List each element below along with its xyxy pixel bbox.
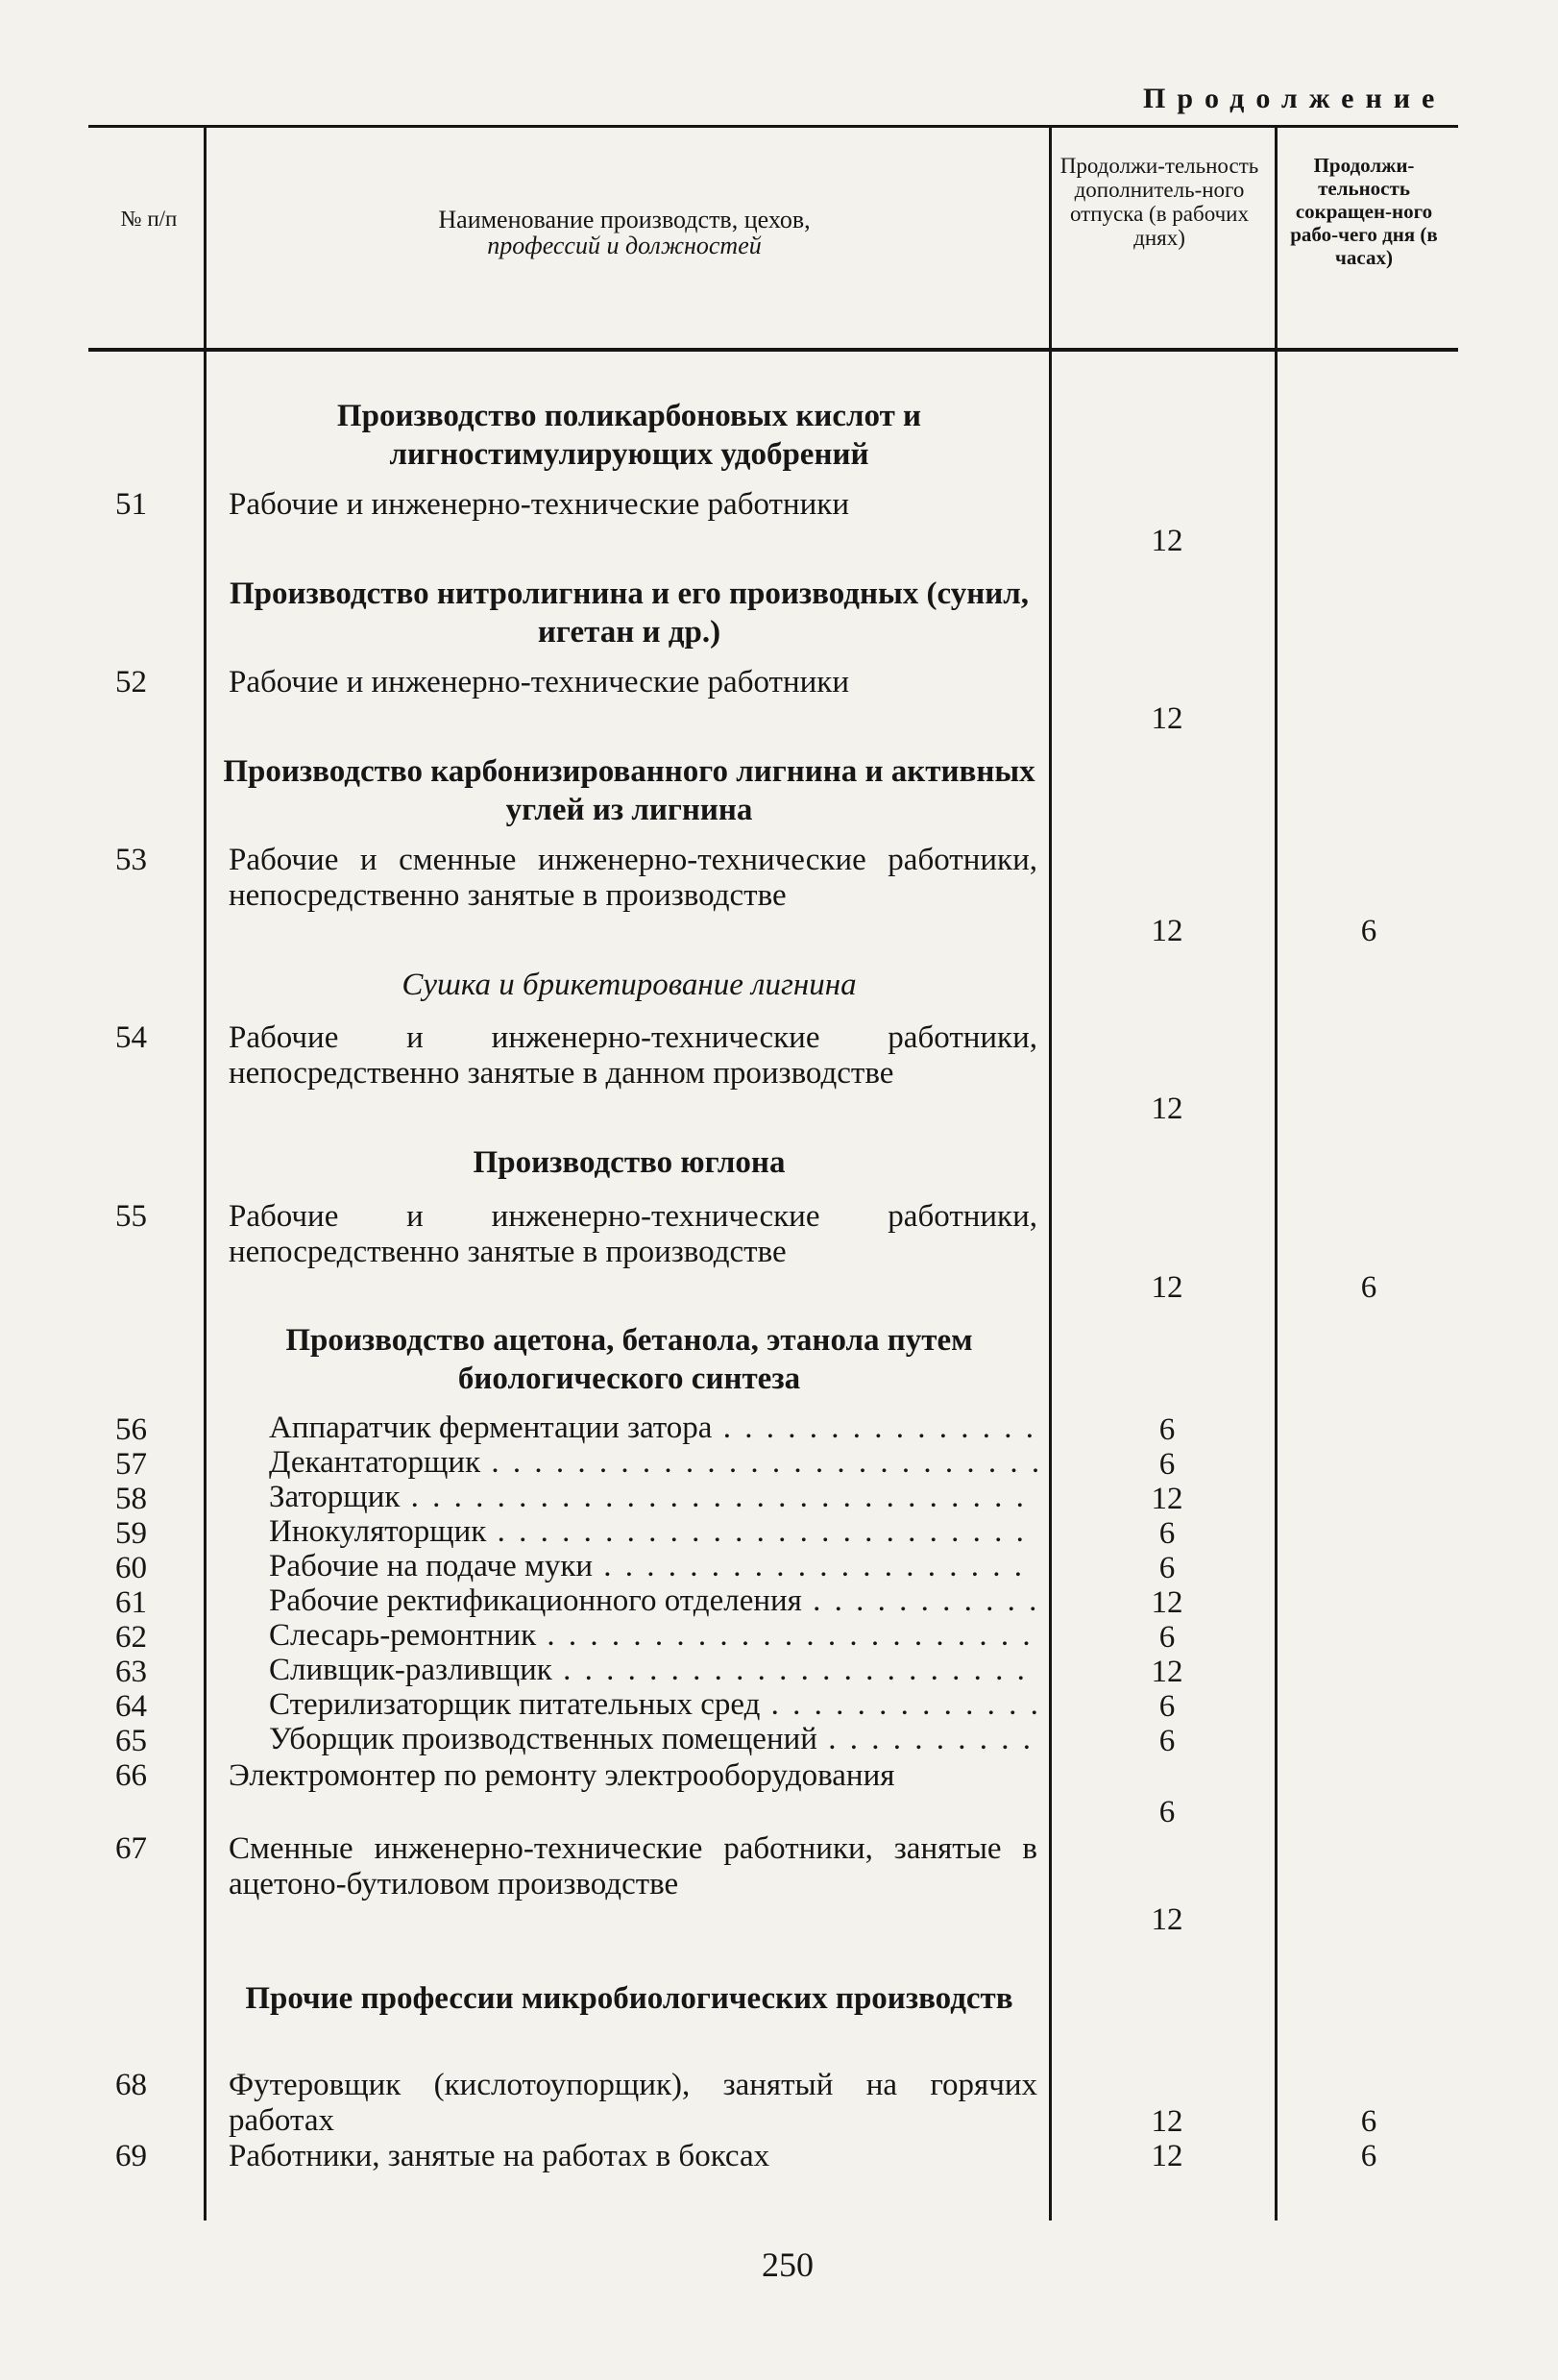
row-number: 69	[115, 2139, 147, 2173]
row-text: Декантаторщик . . .	[269, 1445, 1037, 1481]
row-number: 62	[115, 1620, 147, 1655]
column-divider-2	[1049, 128, 1052, 2221]
row-text	[229, 843, 1037, 914]
row-number: 51	[115, 487, 147, 522]
row-leave: 6	[1158, 1412, 1176, 1447]
row-leave: 6	[1158, 1551, 1176, 1585]
row-text	[229, 665, 1037, 700]
header-leave: Продолжи-тельность дополнитель-ного отпуска (в рабочих днях)	[1059, 154, 1259, 250]
row-text-value: Рабочие и инженерно-технические работники, непосредственно занятые в производстве	[229, 1199, 1037, 1269]
section-title: Производство юглона	[473, 1145, 786, 1180]
row-leave: 6	[1158, 1516, 1176, 1551]
header-name	[207, 207, 1042, 258]
row-text	[229, 2068, 1037, 2139]
row-text-value: Рабочие и сменные инженерно-технические работники, непосредственно занятые в производстве	[229, 843, 1037, 913]
row-leave: 12	[1151, 1902, 1183, 1937]
row-number: 64	[115, 1689, 147, 1724]
header-bottom-rule	[88, 348, 1458, 352]
row-leave: 12	[1151, 1655, 1183, 1689]
row-text	[229, 2139, 1037, 2174]
column-divider-1	[204, 128, 207, 2221]
row-leave: 6	[1158, 1795, 1176, 1829]
row-leave: 12	[1151, 2139, 1183, 2173]
row-text-value: Рабочие и инженерно-технические работники	[229, 665, 849, 699]
header-name-line1: Наименование производств, цехов,	[438, 206, 811, 233]
row-number: 52	[115, 665, 147, 699]
row-number: 61	[115, 1585, 147, 1620]
column-divider-3	[1275, 128, 1278, 2221]
header-num: № п/п	[120, 207, 178, 231]
row-number: 66	[115, 1758, 147, 1793]
row-number: 57	[115, 1447, 147, 1482]
row-leave: 12	[1151, 914, 1183, 948]
row-short: 6	[1360, 914, 1377, 948]
row-number: 56	[115, 1412, 147, 1447]
row-text: Стерилизаторщик питательных сред . . .	[269, 1687, 1037, 1723]
header-name-line2: профессий и должностей	[487, 232, 762, 259]
section-title: Производство карбонизированного лигнина и активных углей из лигнина	[223, 754, 1035, 827]
row-text-value: Электромонтер по ремонту электрооборудования	[229, 1758, 895, 1793]
table-top-rule	[88, 125, 1458, 128]
row-number: 59	[115, 1516, 147, 1551]
row-text	[229, 487, 1037, 523]
row-text-value: Рабочие и инженерно-технические работники, непосредственно занятые в данном производстве	[229, 1020, 1037, 1091]
page-number: 250	[762, 2245, 814, 2284]
row-leave: 6	[1158, 1447, 1176, 1482]
row-number: 67	[115, 1831, 147, 1866]
row-text-value: Рабочие и инженерно-технические работники	[229, 487, 849, 522]
row-text: Рабочие на подаче муки . . .	[269, 1549, 1037, 1584]
row-leave: 6	[1158, 1689, 1176, 1724]
row-number: 63	[115, 1655, 147, 1689]
row-number: 60	[115, 1551, 147, 1585]
row-short: 6	[1360, 1270, 1377, 1305]
section-title: Производство поликарбоновых кислот и лигностимулирующих удобрений	[336, 399, 922, 472]
section-title: Прочие профессии микробиологических производств	[245, 1981, 1013, 2016]
row-leave: 12	[1151, 1092, 1183, 1126]
row-text-value: Футеровщик (кислотоупорщик), занятый на горячих работах	[229, 2068, 1037, 2138]
row-text	[229, 1199, 1037, 1270]
row-number: 55	[115, 1199, 147, 1234]
row-leave: 6	[1158, 1724, 1176, 1758]
row-short: 6	[1360, 2104, 1377, 2139]
section-title: Производство ацетона, бетанола, этанола путем биологического синтеза	[285, 1323, 973, 1396]
section-title: Производство нитролигнина и его производных (сунил, игетан и др.)	[229, 577, 1030, 650]
row-number: 53	[115, 843, 147, 877]
row-text	[229, 1020, 1037, 1092]
row-number: 58	[115, 1482, 147, 1516]
section-title: Сушка и брикетирование лигнина	[402, 968, 857, 1002]
row-text: Сливщик-разливщик . . .	[269, 1653, 1037, 1688]
row-leave: 6	[1158, 1620, 1176, 1655]
header-short-day: Продолжи-тельность сокращен-ного рабо-чего дня (в часах)	[1290, 154, 1438, 269]
row-short: 6	[1360, 2139, 1377, 2173]
row-text	[229, 1831, 1037, 1902]
row-leave: 12	[1151, 1482, 1183, 1516]
row-text-value: Сменные инженерно-технические работники, занятые в ацетоно-бутиловом производстве	[229, 1831, 1037, 1902]
row-leave: 12	[1151, 1585, 1183, 1620]
row-leave: 12	[1151, 2104, 1183, 2139]
continued-label: Продолжение	[1143, 83, 1447, 114]
row-number: 68	[115, 2068, 147, 2102]
row-leave: 12	[1151, 701, 1183, 736]
row-text: Слесарь-ремонтник . . .	[269, 1618, 1037, 1654]
row-text: Заторщик . . .	[269, 1480, 1037, 1515]
row-text-value: Работники, занятые на работах в боксах	[229, 2139, 770, 2173]
row-number: 65	[115, 1724, 147, 1758]
row-text: Рабочие ректификационного отделения . . .	[269, 1583, 1037, 1619]
row-text: Аппаратчик ферментации затора . . .	[269, 1411, 1037, 1446]
row-leave: 12	[1151, 524, 1183, 558]
row-number: 54	[115, 1020, 147, 1055]
row-text: Уборщик производственных помещений . . .	[269, 1722, 1037, 1757]
row-text	[229, 1758, 1037, 1794]
row-text: Инокуляторщик . . .	[269, 1514, 1037, 1550]
row-leave: 12	[1151, 1270, 1183, 1305]
